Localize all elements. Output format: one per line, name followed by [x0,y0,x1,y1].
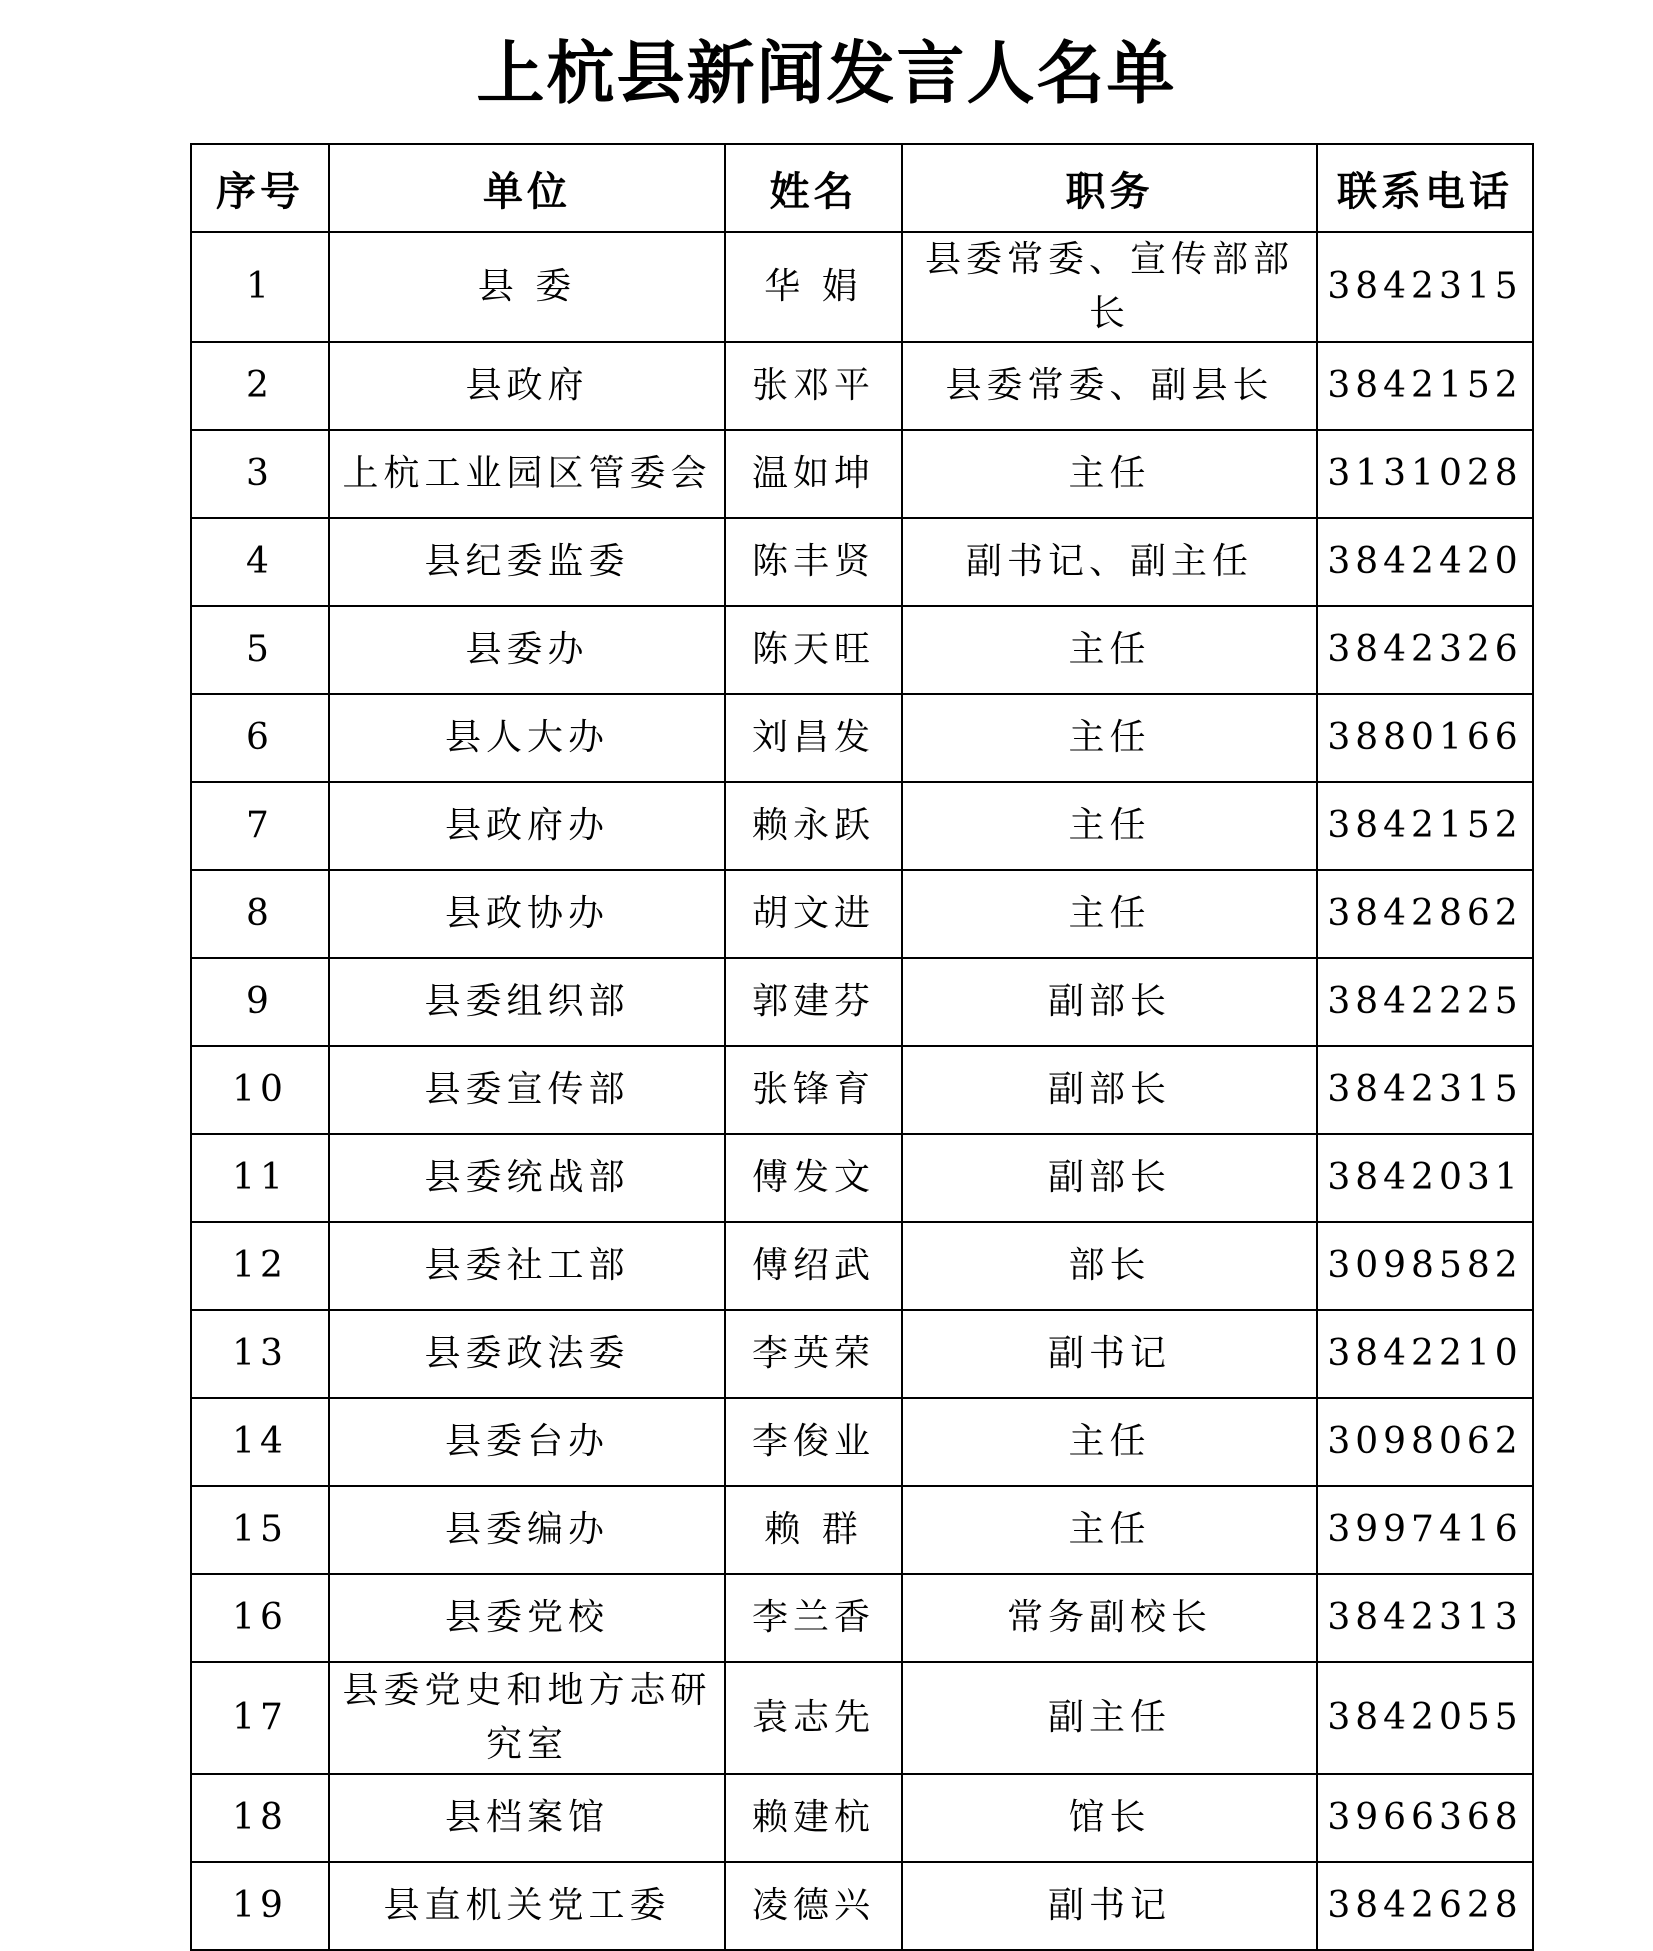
table-row [191,342,1533,430]
table-row [191,1046,1533,1134]
table-row [191,232,1533,342]
cell-unit: 县档案馆 [329,1774,725,1862]
cell-unit: 县政协办 [329,870,725,958]
cell-name: 赖建杭 [725,1774,902,1862]
header-index: 序号 [191,144,329,232]
cell-phone: 3842420 [1317,518,1533,606]
cell-unit: 县委台办 [329,1398,725,1486]
table-row [191,1774,1533,1862]
cell-unit: 县委宣传部 [329,1046,725,1134]
cell-index: 18 [191,1774,329,1862]
cell-post: 县委常委、副县长 [902,342,1317,430]
cell-index: 4 [191,518,329,606]
cell-post: 主任 [902,694,1317,782]
cell-phone: 3842152 [1317,782,1533,870]
cell-name: 陈丰贤 [725,518,902,606]
cell-post: 副部长 [902,1134,1317,1222]
cell-phone: 3842031 [1317,1134,1533,1222]
table-body [191,232,1533,1950]
cell-post: 副书记 [902,1862,1317,1950]
table-row [191,782,1533,870]
header-unit: 单位 [329,144,725,232]
table-row [191,1310,1533,1398]
table-row [191,870,1533,958]
header-post: 职务 [902,144,1317,232]
cell-unit: 县人大办 [329,694,725,782]
cell-post: 主任 [902,782,1317,870]
table-row [191,606,1533,694]
header-name: 姓名 [725,144,902,232]
cell-name: 张锋育 [725,1046,902,1134]
cell-post: 副书记 [902,1310,1317,1398]
cell-unit: 县委办 [329,606,725,694]
cell-name: 张邓平 [725,342,902,430]
cell-unit: 县委编办 [329,1486,725,1574]
page-title: 上杭县新闻发言人名单 [476,35,1177,114]
cell-unit: 县 委 [329,232,725,342]
cell-name: 赖 群 [725,1486,902,1574]
cell-name: 李俊业 [725,1398,902,1486]
cell-unit: 县委党史和地方志研究室 [329,1662,725,1774]
cell-phone: 3842152 [1317,342,1533,430]
table-row [191,1486,1533,1574]
table-row [191,1862,1533,1950]
cell-name: 刘昌发 [725,694,902,782]
cell-post: 主任 [902,430,1317,518]
cell-phone: 3997416 [1317,1486,1533,1574]
table-header-row [191,144,1533,232]
cell-name: 袁志先 [725,1662,902,1774]
table-row [191,694,1533,782]
cell-phone: 3842315 [1317,232,1533,342]
cell-phone: 3842862 [1317,870,1533,958]
cell-unit: 县委组织部 [329,958,725,1046]
cell-index: 16 [191,1574,329,1662]
cell-post: 副书记、副主任 [902,518,1317,606]
table-row [191,518,1533,606]
cell-phone: 3842313 [1317,1574,1533,1662]
cell-index: 17 [191,1662,329,1774]
cell-index: 7 [191,782,329,870]
cell-name: 陈天旺 [725,606,902,694]
cell-post: 副主任 [902,1662,1317,1774]
cell-phone: 3842628 [1317,1862,1533,1950]
cell-post: 副部长 [902,958,1317,1046]
table-row [191,1134,1533,1222]
cell-post: 主任 [902,1486,1317,1574]
cell-post: 常务副校长 [902,1574,1317,1662]
cell-post: 部长 [902,1222,1317,1310]
cell-unit: 县直机关党工委 [329,1862,725,1950]
cell-post: 馆长 [902,1774,1317,1862]
header-phone: 联系电话 [1317,144,1533,232]
cell-index: 1 [191,232,329,342]
table-row [191,1662,1533,1774]
cell-unit: 县委社工部 [329,1222,725,1310]
cell-phone: 3098062 [1317,1398,1533,1486]
cell-phone: 3880166 [1317,694,1533,782]
cell-index: 14 [191,1398,329,1486]
table-row [191,430,1533,518]
cell-name: 傅发文 [725,1134,902,1222]
cell-unit: 县纪委监委 [329,518,725,606]
cell-name: 李兰香 [725,1574,902,1662]
cell-unit: 上杭工业园区管委会 [329,430,725,518]
cell-index: 12 [191,1222,329,1310]
cell-post: 主任 [902,606,1317,694]
cell-unit: 县政府办 [329,782,725,870]
cell-name: 傅绍武 [725,1222,902,1310]
cell-name: 华 娟 [725,232,902,342]
cell-index: 6 [191,694,329,782]
cell-index: 19 [191,1862,329,1950]
cell-name: 胡文进 [725,870,902,958]
cell-index: 2 [191,342,329,430]
cell-unit: 县委统战部 [329,1134,725,1222]
cell-post: 县委常委、宣传部部长 [902,232,1317,342]
cell-unit: 县委政法委 [329,1310,725,1398]
cell-index: 15 [191,1486,329,1574]
cell-name: 温如坤 [725,430,902,518]
cell-phone: 3966368 [1317,1774,1533,1862]
cell-index: 5 [191,606,329,694]
cell-name: 凌德兴 [725,1862,902,1950]
cell-phone: 3098582 [1317,1222,1533,1310]
cell-index: 13 [191,1310,329,1398]
table-row [191,958,1533,1046]
table-row [191,1222,1533,1310]
cell-phone: 3842326 [1317,606,1533,694]
table-row [191,1398,1533,1486]
cell-index: 9 [191,958,329,1046]
cell-post: 副部长 [902,1046,1317,1134]
cell-name: 李英荣 [725,1310,902,1398]
cell-index: 10 [191,1046,329,1134]
cell-phone: 3842225 [1317,958,1533,1046]
cell-post: 主任 [902,1398,1317,1486]
cell-index: 11 [191,1134,329,1222]
cell-phone: 3842210 [1317,1310,1533,1398]
cell-phone: 3131028 [1317,430,1533,518]
cell-name: 赖永跃 [725,782,902,870]
spokesperson-table [190,143,1534,1951]
cell-name: 郭建芬 [725,958,902,1046]
cell-index: 3 [191,430,329,518]
cell-index: 8 [191,870,329,958]
cell-phone: 3842315 [1317,1046,1533,1134]
cell-unit: 县委党校 [329,1574,725,1662]
table-row [191,1574,1533,1662]
cell-unit: 县政府 [329,342,725,430]
cell-post: 主任 [902,870,1317,958]
cell-phone: 3842055 [1317,1662,1533,1774]
